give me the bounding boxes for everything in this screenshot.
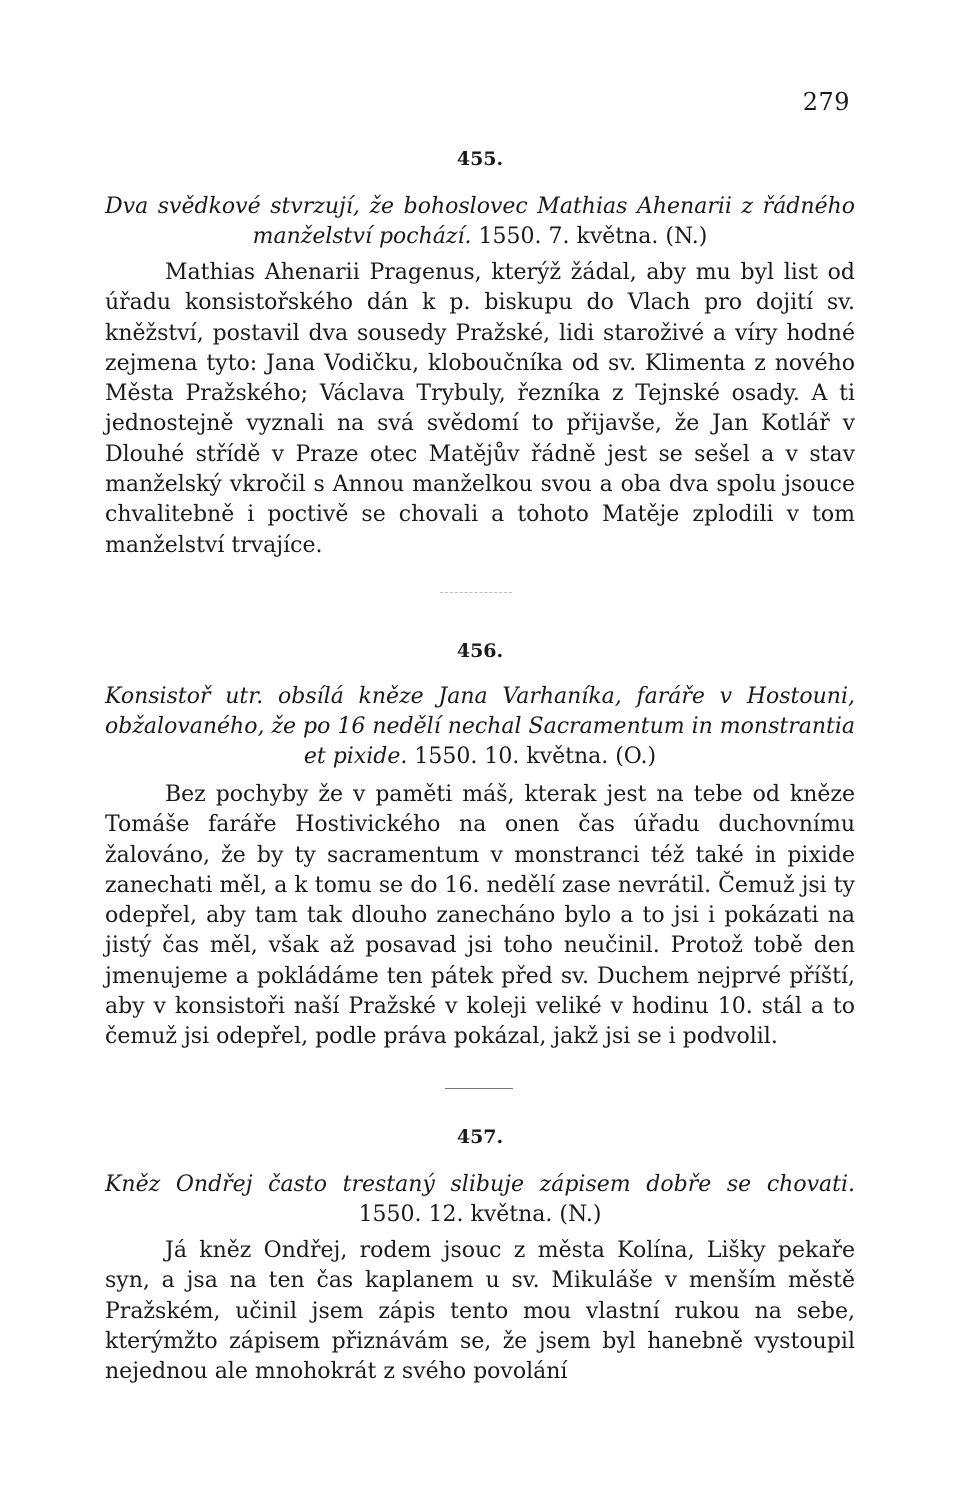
entry-number: 456. <box>456 640 504 662</box>
entry-body: Já kněz Ondřej, rodem jsouc z města Kolína, Lišky pekaře syn, a jsa na ten čas kaplanem u sv. Mikuláše v menším městě Pražském, učinil jsem zápis tento mou vlastní rukou na sebe, kterýmžto zápisem přiznávám se, že jsem byl hanebně vystoupil nejednou ale mnohokrát z svého povolání <box>105 1238 855 1385</box>
entry-heading-text: Dva svědkové stvrzují, že bohoslovec Mathias Ahenarii z řádného manželství pochází. <box>105 194 855 249</box>
entry-heading-text: Kněz Ondřej často trestaný slibuje zápisem dobře se chovati. <box>105 1172 855 1197</box>
entry-date: 1550. 7. května. (N.) <box>478 224 708 249</box>
section-divider <box>440 592 512 593</box>
entry-date: 1550. 12. května. (N.) <box>358 1202 602 1227</box>
entry-date: 1550. 10. května. (O.) <box>414 744 657 769</box>
entry-heading-text: Konsistoř utr. obsílá kněze Jana Varhaníka, faráře v Hostouni, obžalovaného, že po 16 nedělí nechal Sacramentum in monstrantia et pixide. <box>105 684 855 769</box>
entry-number: 457. <box>456 1126 504 1148</box>
page-number: 279 <box>802 88 850 116</box>
entry-number: 455. <box>456 148 504 170</box>
entry-heading <box>105 682 855 772</box>
section-divider <box>445 1088 513 1089</box>
entry-body: Bez pochyby že v paměti máš, kterak jest na tebe od kněze Tomáše faráře Hostivického na onen čas úřadu duchovnímu žalováno, že by ty sacramentum v monstranci též také in pixide zanechati měl, a k tomu se do 16. nedělí zase nevrátil. Čemuž jsi ty odepřel, aby tam tak dlouho zanecháno bylo a to jsi i pokázati na jistý čas měl, však až posavad jsi toho neučinil. Protož tobě den jmenujeme a pokládáme ten pátek před sv. Duchem nejprvé příští, aby v konsistoři naší Pražské v koleji veliké v hodinu 10. stál a to čemuž jsi odepřel, podle práva pokázal, jakž jsi se i podvolil. <box>105 782 855 1050</box>
entry-heading <box>105 1170 855 1230</box>
entry-body: Mathias Ahenarii Pragenus, kterýž žádal, aby mu byl list od úřadu konsistořského dán k p. biskupu do Vlach pro dojití sv. kněžství, postavil dva sousedy Pražské, lidi staroživé a víry hodné zejmena tyto: Jana Vodičku, kloboučníka od sv. Klimenta z nového Města Pražského; Václava Trybuly, řezníka z Tejnské osady. A ti jednostejně vyznali na svá svědomí to přijavše, že Jan Kotlář v Dlouhé střídě v Praze otec Matějův řádně jest se sešel a v stav manželský vkročil s Annou manželkou svou a oba dva spolu jsouce chvalitebně i poctivě se chovali a tohoto Matěje zplodili v tom manželství trvajíce. <box>105 260 855 558</box>
entry-heading <box>105 192 855 252</box>
